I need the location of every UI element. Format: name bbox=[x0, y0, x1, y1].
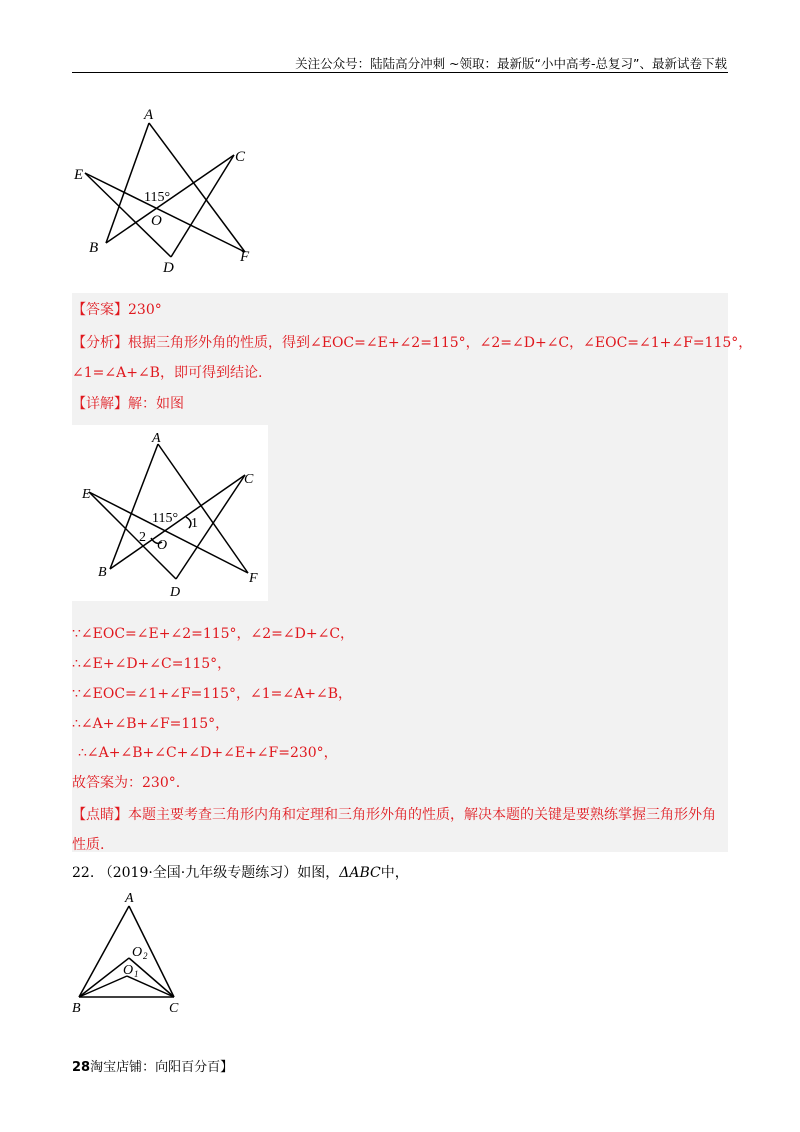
label-C: C bbox=[244, 472, 254, 487]
comment-line-2: 性质. bbox=[72, 837, 105, 853]
step-5: ∴∠A+∠B+∠C+∠D+∠E+∠F=230°， bbox=[78, 745, 338, 761]
question-number: 22. bbox=[72, 865, 95, 881]
label-O2-sub: 2 bbox=[143, 951, 148, 961]
answer-tag: 【答案】 bbox=[72, 302, 128, 318]
label-O1: O bbox=[123, 963, 134, 978]
step-2: ∴∠E+∠D+∠C=115°， bbox=[72, 656, 232, 672]
analysis-line-2: ∠1=∠A+∠B，即可得到结论. bbox=[72, 365, 263, 381]
detail-tag: 【详解】 bbox=[72, 396, 128, 412]
side-AB bbox=[79, 906, 129, 997]
question-source: （2019·全国·九年级专题练习）如图， bbox=[98, 865, 340, 881]
comment-text-1: 本题主要考查三角形内角和定理和三角形外角的性质，解决本题的关键是要熟练掌握三角形外角 bbox=[128, 807, 716, 823]
label-A: A bbox=[144, 107, 154, 123]
figure-triangle bbox=[66, 888, 196, 1018]
page-number: 28 bbox=[72, 1060, 91, 1075]
analysis-line-1 bbox=[72, 332, 752, 352]
comment-line-1 bbox=[72, 804, 716, 824]
analysis-tag: 【分析】 bbox=[72, 335, 128, 351]
detail-text: 解：如图 bbox=[128, 396, 184, 412]
label-O2: O bbox=[132, 945, 143, 960]
comment-tag: 【点睛】 bbox=[72, 807, 128, 823]
label-O1-sub: 1 bbox=[134, 969, 139, 979]
label-A: A bbox=[152, 431, 161, 446]
segment-CO1 bbox=[127, 976, 174, 997]
label-2: 2 bbox=[139, 530, 146, 545]
segment-AF bbox=[158, 444, 248, 573]
label-A: A bbox=[125, 891, 134, 906]
label-E: E bbox=[82, 487, 91, 502]
header-rule bbox=[72, 72, 728, 73]
question-math: ΔABC bbox=[339, 865, 381, 881]
page-footer bbox=[72, 1056, 233, 1075]
label-C: C bbox=[169, 1001, 179, 1016]
question-suffix: 中， bbox=[380, 865, 409, 881]
detail-line bbox=[72, 393, 184, 413]
answer-value: 230° bbox=[128, 302, 162, 318]
segment-AB bbox=[106, 123, 149, 243]
angle-label: 115° bbox=[152, 511, 179, 526]
label-E: E bbox=[74, 167, 84, 183]
label-F: F bbox=[240, 249, 250, 265]
label-1: 1 bbox=[191, 516, 198, 531]
step-4: ∴∠A+∠B+∠F=115°， bbox=[72, 716, 230, 732]
step-3: ∵∠EOC=∠1+∠F=115°，∠1=∠A+∠B， bbox=[72, 686, 352, 702]
label-F: F bbox=[249, 571, 258, 586]
segment-AF bbox=[149, 123, 245, 252]
answer-line bbox=[72, 299, 162, 319]
label-B: B bbox=[98, 565, 107, 580]
footer-text: 淘宝店铺：向阳百分百】 bbox=[90, 1060, 234, 1075]
angle-label: 115° bbox=[144, 190, 171, 205]
label-O: O bbox=[151, 213, 162, 229]
analysis-text-1: 根据三角形外角的性质，得到∠EOC=∠E+∠2=115°，∠2=∠D+∠C，∠EOC=∠1+∠F=115°， bbox=[128, 335, 753, 351]
label-D: D bbox=[170, 585, 181, 600]
label-B: B bbox=[89, 240, 99, 256]
label-B: B bbox=[72, 1001, 81, 1016]
step-6: 故答案为：230°. bbox=[72, 775, 181, 791]
segment-CD bbox=[176, 475, 245, 579]
step-1: ∵∠EOC=∠E+∠2=115°，∠2=∠D+∠C， bbox=[72, 626, 355, 642]
question-22 bbox=[72, 862, 409, 882]
figure-star-1 bbox=[72, 100, 272, 280]
label-C: C bbox=[235, 149, 246, 165]
label-D: D bbox=[163, 260, 174, 276]
figure-star-2 bbox=[72, 425, 268, 601]
label-O: O bbox=[157, 538, 168, 553]
segment-BO2 bbox=[79, 958, 129, 997]
page-header: 关注公众号：陆陆高分冲刺 ~领取：最新版“小中高考-总复习”、最新试卷下载 bbox=[295, 56, 727, 71]
